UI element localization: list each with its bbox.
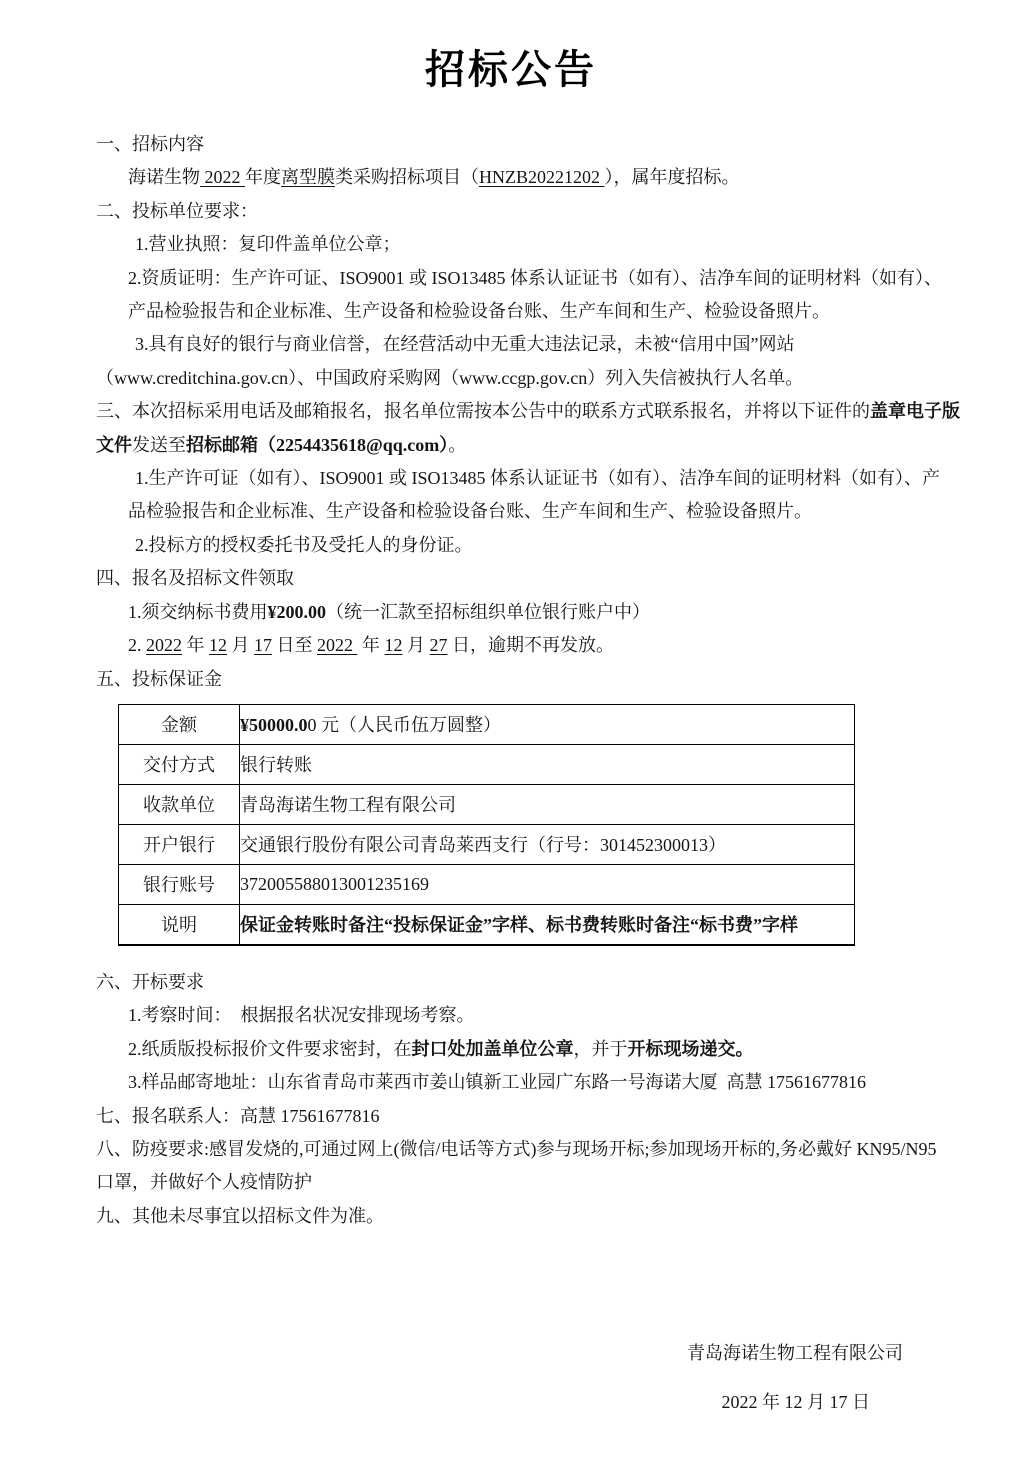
section-one-heading: 一、招标内容: [96, 134, 204, 154]
section-four-heading: 四、报名及招标文件领取: [96, 568, 294, 589]
row-label: 说明: [119, 904, 240, 945]
project-text: ），属年度招标。: [604, 167, 740, 188]
cert-item-1-line-2: 品检验报告和企业标准、生产设备和检验设备台账、生产车间和生产、检验设备照片。: [128, 501, 812, 522]
section-nine-line: 九、其他未尽事宜以招标文件为准。: [96, 1205, 384, 1226]
date-text: 日，逾期不再发放。: [447, 635, 614, 656]
section-three-line-2: [96, 429, 926, 462]
sealed-text: 2.纸质版投标报价文件要求密封，在: [128, 1038, 412, 1059]
row-value: 交通银行股份有限公司青岛莱西支行（行号：301452300013）: [240, 824, 855, 864]
fee-amount-bold: ¥200.00: [267, 601, 326, 622]
row-label: 银行账号: [119, 864, 240, 904]
table-row-account: [119, 864, 855, 904]
cert-item-2: 2.投标方的授权委托书及受托人的身份证。: [135, 534, 473, 555]
date-text: 月: [402, 635, 430, 656]
section-eight-line-1: 八、防疫要求:感冒发烧的,可通过网上(微信/电话等方式)参与现场开标;参加现场开标的,务必戴好 KN95/N95: [96, 1138, 937, 1159]
doc-title: 招标公告: [425, 47, 597, 92]
period-text: 。: [448, 434, 467, 455]
inspection-time-line: 1.考察时间： 根据报名状况安排现场考察。: [128, 1005, 475, 1026]
doc-fee-line: [96, 596, 926, 629]
req-item-3-line-1: 3.具有良好的银行与商业信誉，在经营活动中无重大违法记录，未被“信用中国”网站: [135, 334, 795, 355]
section-two-heading: 二、投标单位要求：: [96, 200, 258, 221]
sample-address-line: 3.样品邮寄地址：山东省青岛市莱西市姜山镇新工业园广东路一号海诺大厦 高慧 17561677816: [128, 1072, 866, 1093]
start-day-underlined: 17: [254, 635, 272, 656]
section-eight-line-2: 口罩，并做好个人疫情防护: [96, 1172, 312, 1193]
project-text: 海诺生物: [128, 167, 200, 188]
start-month-underlined: 12: [209, 635, 227, 656]
stamped-ecopy-bold: 盖章电子版: [870, 401, 960, 422]
table-row-amount: [119, 704, 855, 744]
start-year-underlined: 2022: [146, 635, 182, 656]
row-label: 收款单位: [119, 784, 240, 824]
file-bold: 文件: [96, 434, 132, 455]
sealed-docs-line: [96, 1033, 926, 1066]
signup-text: 三、本次招标采用电话及邮箱报名，报名单位需按本公告中的联系方式联系报名，并将以下证件的: [96, 401, 870, 422]
cert-item-1-line-1: 1.生产许可证（如有）、ISO9001 或 ISO13485 体系认证证书（如有）、洁净车间的证明材料（如有）、产: [135, 468, 941, 489]
end-year-underlined: 2022: [317, 635, 358, 656]
fee-note-text: （统一汇款至招标组织单位银行账户中）: [326, 601, 650, 622]
row-value: 372005588013001235169: [240, 864, 855, 904]
row-value: 银行转账: [240, 744, 855, 784]
row-label: 金额: [119, 704, 240, 744]
sealed-mid-text: ，并于: [573, 1038, 628, 1059]
date-text: 年: [357, 635, 385, 656]
req-item-3-line-2: （www.creditchina.gov.cn）、中国政府采购网（www.ccgp.gov.cn）列入失信被执行人名单。: [96, 367, 804, 388]
footer-date: 2022 年 12 月 17 日: [721, 1391, 870, 1412]
row-value-bold: 保证金转账时备注“投标保证金”字样、标书费转账时备注“标书费”字样: [240, 904, 855, 945]
send-to-text: 发送至: [132, 434, 186, 455]
onsite-submit-bold: 开标现场递交。: [627, 1038, 754, 1059]
table-row-payment-method: [119, 744, 855, 784]
date-text: 年: [182, 635, 209, 656]
date-text: 月: [227, 635, 254, 656]
project-code-underlined: HNZB20221202: [479, 167, 605, 188]
footer-company: 青岛海诺生物工程有限公司: [687, 1343, 903, 1364]
bond-amount-rest: 0 元（人民币伍万圆整）: [307, 715, 501, 736]
row-label: 开户银行: [119, 824, 240, 864]
tender-project-line: [96, 161, 926, 194]
row-label: 交付方式: [119, 744, 240, 784]
table-row-bank: [119, 824, 855, 864]
project-text: 年度: [245, 167, 281, 188]
project-category-underlined: 离型膜: [281, 167, 335, 188]
section-seven-contact: 七、报名联系人：高慧 17561677816: [96, 1105, 380, 1126]
req-item-2-line-1: 2.资质证明：生产许可证、ISO9001 或 ISO13485 体系认证证书（如有）、洁净车间的证明材料（如有）、: [128, 267, 943, 288]
fee-text: 1.须交纳标书费用: [128, 601, 268, 622]
req-item-2-line-2: 产品检验报告和企业标准、生产设备和检验设备台账、生产车间和生产、检验设备照片。: [128, 301, 830, 322]
section-three-line-1: [96, 395, 960, 428]
section-five-heading: 五、投标保证金: [96, 668, 222, 689]
section-six-heading: 六、开标要求: [96, 971, 204, 992]
project-text: 类采购招标项目（: [335, 167, 479, 188]
bond-amount-bold: ¥50000.0: [240, 715, 308, 736]
table-row-payee: [119, 784, 855, 824]
project-year-underlined: 2022: [200, 167, 245, 188]
date-text: 日至: [272, 635, 317, 656]
table-row-note: [119, 904, 855, 945]
req-item-1: 1.营业执照：复印件盖单位公章；: [135, 234, 401, 255]
row-value: 青岛海诺生物工程有限公司: [240, 784, 855, 824]
row-value: [240, 704, 855, 744]
collection-period-line: [96, 629, 926, 662]
end-month-underlined: 12: [384, 635, 403, 656]
seal-stamp-bold: 封口处加盖单位公章: [411, 1038, 574, 1059]
bid-bond-table: [118, 704, 855, 946]
bid-email-bold: 招标邮箱（2254435618@qq.com）: [186, 434, 449, 455]
date-text: 2.: [128, 635, 146, 656]
end-day-underlined: 27: [429, 635, 448, 656]
